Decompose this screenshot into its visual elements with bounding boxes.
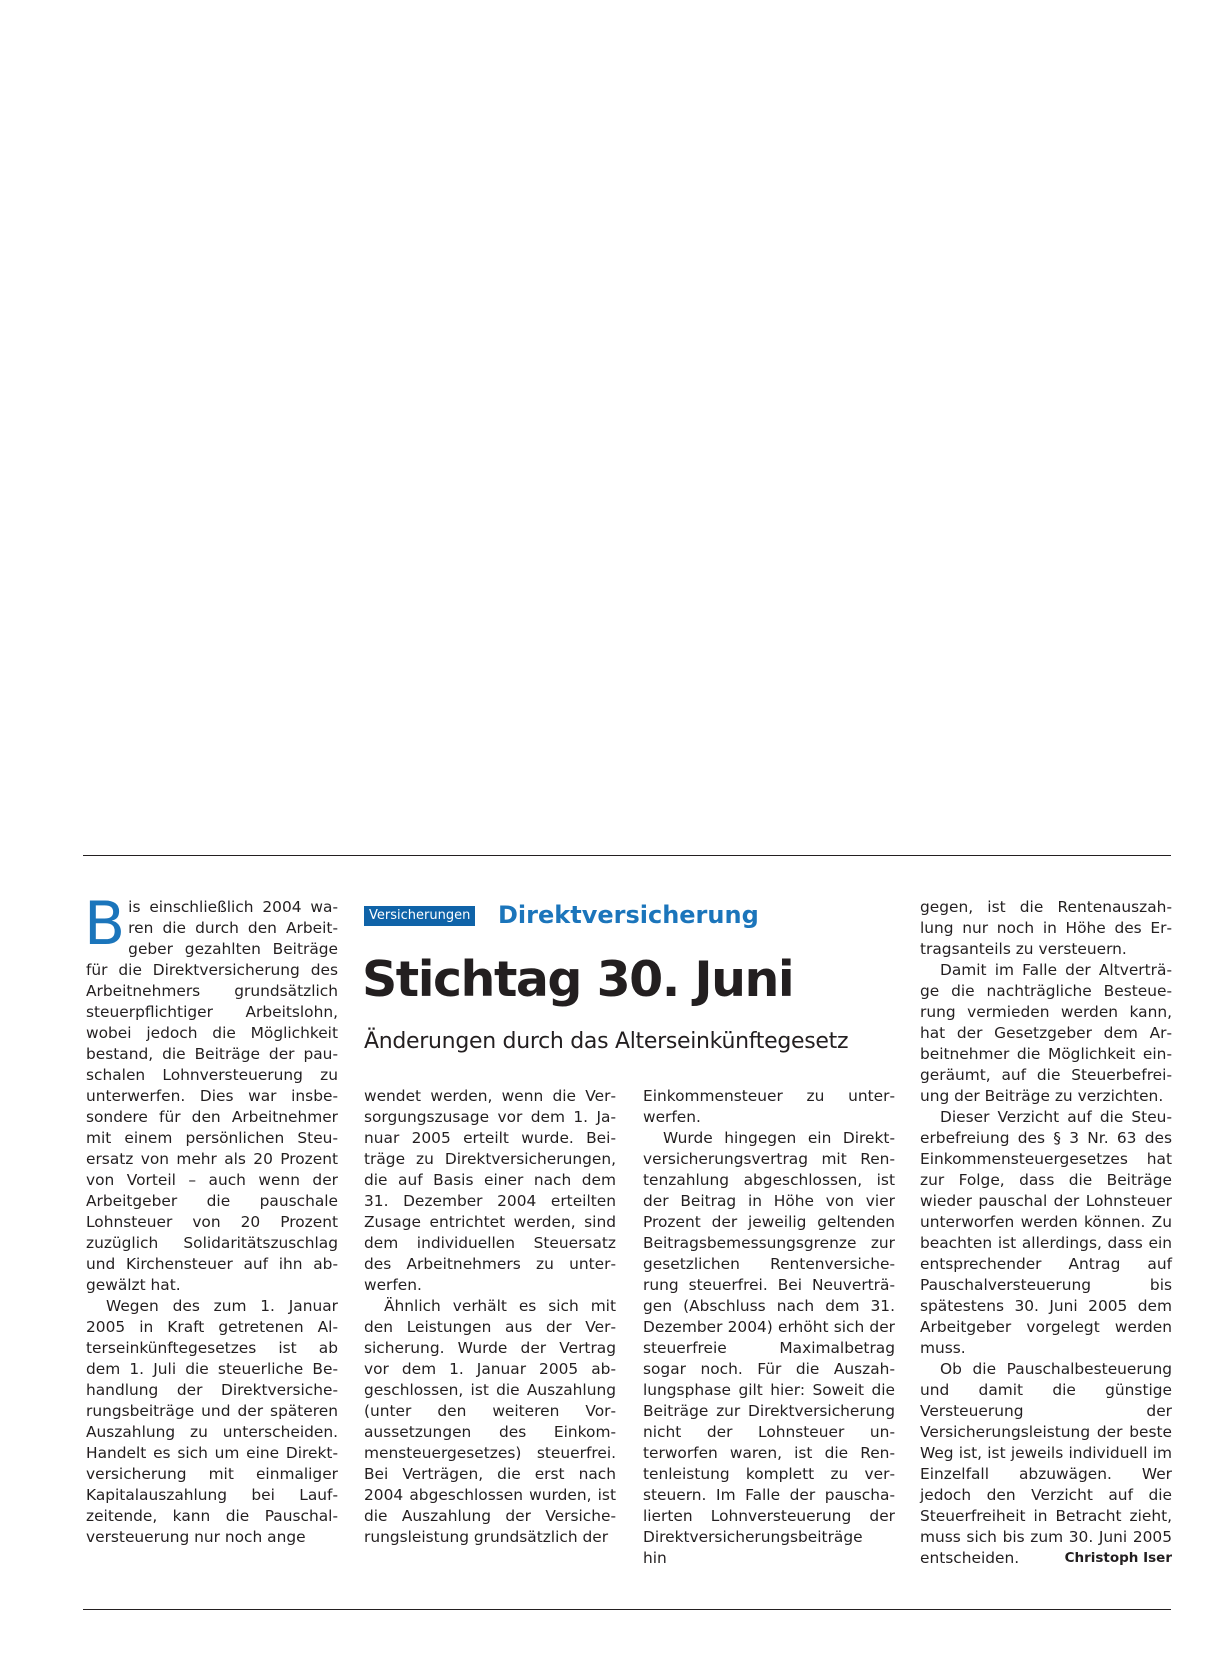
top-rule — [83, 855, 1171, 856]
paragraph: Einkommensteuer zu unterwerfen. — [643, 1087, 895, 1126]
topic-label: Direktversicherung — [498, 901, 759, 929]
bottom-rule — [83, 1609, 1171, 1610]
paragraph-text: Ob die Pauschalbesteuerung und damit die günstige Versteuerung der Versicherungsleistung der beste Weg ist, ist jeweils individuell im Einzelfall abzuwägen. Wer jedoch den Verzicht auf die Steuerfreiheit in Betracht zieht, muss sich bis zum 30. Juni 2005 entscheiden. — [920, 1360, 1172, 1567]
paragraph: Ähnlich verhält es sich mit den Leistungen aus der Versicherung. Wurde der Vertrag vor dem 1. Januar 2005 abgeschlossen, ist die Auszahlung (unter den weiteren Voraussetzungen des Einkommensteuergesetzes) steuerfrei. Bei Verträgen, die erst nach 2004 abgeschlossen wurden, ist die Auszahlung der Versicherungsleistung grundsätzlich der — [364, 1297, 616, 1546]
article-column-3 — [643, 1086, 895, 1569]
section-kicker: Versicherungen — [364, 906, 475, 926]
paragraph — [920, 1359, 1172, 1569]
author-byline: Christoph Iser — [1064, 1550, 1172, 1566]
paragraph — [84, 889, 338, 1296]
headline: Stichtag 30. Juni — [362, 951, 794, 1008]
article-column-1 — [84, 889, 338, 1548]
paragraph-text: is einschließlich 2004 waren die durch den Arbeitgeber gezahlten Beiträge für die Direktversicherung des Arbeitnehmers grundsätzlich steuerpflichtiger Arbeitslohn, wobei jedoch die Möglichkeit bestand, die Beiträge der pauschalen Lohnversteuerung zu unterwerfen. Dies war insbesondere für den Arbeitnehmer mit einem persönlichen Steuersatz von mehr als 20 Prozent von Vorteil – auch wenn der Arbeitgeber die pauschale Lohnsteuer von 20 Prozent zuzüglich Solidaritätszuschlag und Kirchensteuer auf ihn abgewälzt hat. — [86, 898, 338, 1294]
article-column-2 — [364, 1086, 616, 1548]
subheadline: Änderungen durch das Alterseinkünftegesetz — [364, 1029, 849, 1054]
paragraph: Dieser Verzicht auf die Steuerbefreiung des § 3 Nr. 63 des Einkommensteuergesetzes hat zur Folge, dass die Beiträge wieder pauschal der Lohnsteuer unterworfen werden können. Zu beachten ist allerdings, dass ein entsprechender Antrag auf Pauschalversteuerung bis spätestens 30. Juni 2005 dem Arbeitgeber vorgelegt werden muss. — [920, 1108, 1172, 1357]
paragraph: wendet werden, wenn die Versorgungszusage vor dem 1. Januar 2005 erteilt wurde. Beiträge zu Direktversicherungen, die auf Basis einer nach dem 31. Dezember 2004 erteilten Zusage entrichtet werden, sind dem individuellen Steuersatz des Arbeitnehmers zu unterwerfen. — [364, 1087, 616, 1294]
paragraph: Wurde hingegen ein Direktversicherungsvertrag mit Rentenzahlung abgeschlossen, ist der Beitrag in Höhe von vier Prozent der jeweilig geltenden Beitragsbemessungsgrenze zur gesetzlichen Rentenversicherung steuerfrei. Bei Neuverträgen (Abschluss nach dem 31. Dezember 2004) erhöht sich der steuerfreie Maximalbetrag sogar noch. Für die Auszahlungsphase gilt hier: Soweit die Beiträge zur Direktversicherung nicht der Lohnsteuer unterworfen waren, ist die Rentenleistung komplett zu versteuern. Im Falle der pauschalierten Lohnversteuerung der Direktversicherungsbeiträge hin — [643, 1129, 895, 1567]
paragraph: Wegen des zum 1. Januar 2005 in Kraft getretenen Alterseinkünftegesetzes ist ab dem 1. Juli die steuerliche Behandlung der Direktversicherungsbeiträge und der späteren Auszahlung zu unterscheiden. Handelt es sich um eine Direktversicherung mit einmaliger Kapitalauszahlung bei Laufzeitende, kann die Pauschalversteuerung nur noch ange — [86, 1297, 338, 1546]
article-column-4 — [920, 897, 1172, 1569]
paragraph: Damit im Falle der Altverträge die nachträgliche Besteuerung vermieden werden kann, hat der Gesetzgeber dem Arbeitnehmer die Möglichkeit eingeräumt, auf die Steuerbefreiung der Beiträge zu verzichten. — [920, 961, 1172, 1105]
dropcap: B — [84, 889, 126, 959]
paragraph: gegen, ist die Rentenauszahlung nur noch in Höhe des Ertragsanteils zu versteuern. — [920, 898, 1172, 958]
